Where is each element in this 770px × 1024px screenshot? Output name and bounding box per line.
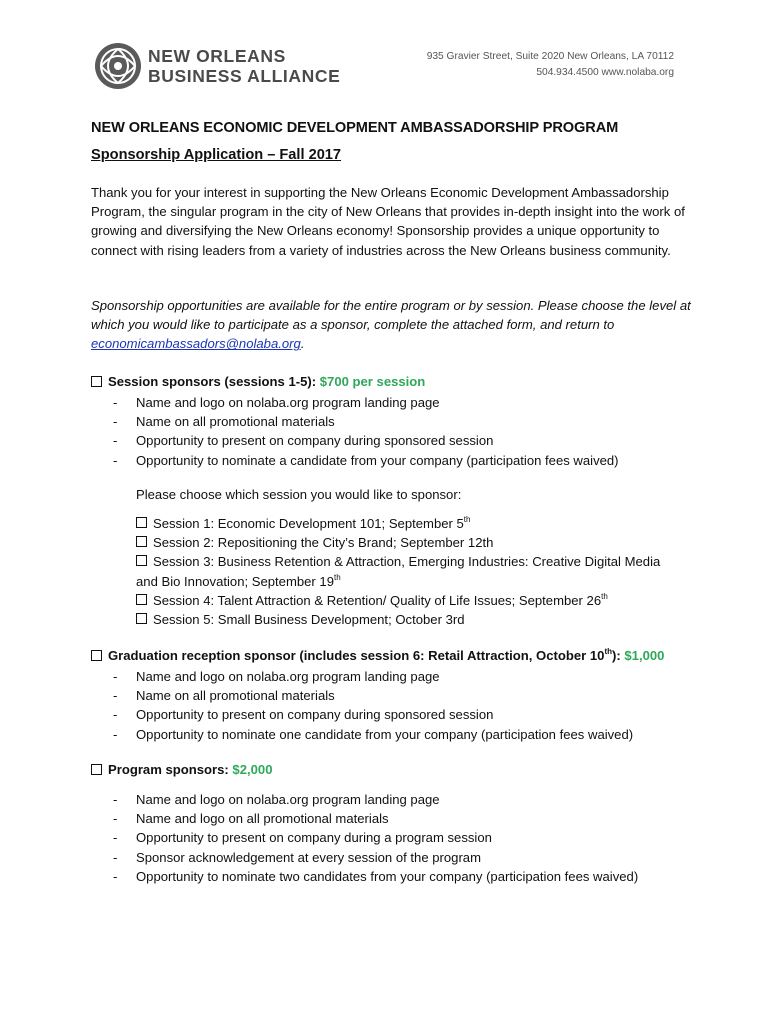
checkbox-icon[interactable] xyxy=(91,376,102,387)
address-line: 935 Gravier Street, Suite 2020 New Orleans, LA 70112 xyxy=(426,51,674,62)
list-item: - Name and logo on nolaba.org program landing page xyxy=(113,792,440,807)
list-item: - Name and logo on nolaba.org program landing page xyxy=(113,669,440,684)
logo-line-1: NEW ORLEANS xyxy=(148,46,286,66)
session-options xyxy=(136,514,676,629)
checkbox-icon[interactable] xyxy=(136,555,147,566)
list-item: - Name on all promotional materials xyxy=(113,414,335,430)
list-item: - Sponsor acknowledgement at every session of the program xyxy=(113,849,481,865)
email-link[interactable]: economicambassadors@nolaba.org xyxy=(91,336,301,352)
list-item: - Opportunity to nominate a candidate from your company (participation fees waived) xyxy=(113,452,619,468)
list-item: - Opportunity to nominate one candidate from your company (participation fees waived) xyxy=(113,726,634,742)
document-subtitle: Sponsorship Application – Fall 2017 xyxy=(91,147,342,163)
session-benefits-list xyxy=(113,393,619,470)
program-sponsors-option[interactable]: Program sponsors: $2,000 xyxy=(91,762,272,777)
checkbox-icon[interactable] xyxy=(136,536,147,547)
graduation-sponsor-option[interactable]: Graduation reception sponsor (includes session 6: Retail Attraction, October 10 th ): $1,000 xyxy=(91,648,664,663)
session-option-5[interactable]: Session 5: Small Business Development; October 3rd xyxy=(136,610,676,629)
instructions-paragraph: Sponsorship opportunities are available for the entire program or by session. Please choose the level at which you would like to participate as a sponsor, complete the attached form, and return to economicambassadors@nolaba.org. xyxy=(91,298,691,352)
session-sponsors-option[interactable]: Session sponsors (sessions 1-5): $700 per session xyxy=(91,374,425,389)
list-item: - Name on all promotional materials xyxy=(113,688,335,704)
checkbox-icon[interactable] xyxy=(136,517,147,528)
session-option-1[interactable]: Session 1: Economic Development 101; September 5th xyxy=(136,514,676,533)
organization-address xyxy=(427,49,674,81)
contact-line: 504.934.4500 www.nolaba.org xyxy=(536,67,674,78)
intro-paragraph: Thank you for your interest in supporting the New Orleans Economic Development Ambassadorship Program, the singular program in the city of New Orleans that provides in-depth insight into the work of growing and diversifying the New Orleans economy! Sponsorship provides a unique opportunity to connect with rising leaders from a variety of industries across the New Orleans business community. xyxy=(91,185,685,258)
checkbox-icon[interactable] xyxy=(136,613,147,624)
logo-emblem-icon xyxy=(93,41,143,91)
logo-line-2: BUSINESS ALLIANCE xyxy=(148,66,341,86)
list-item: - Opportunity to nominate two candidates from your company (participation fees waived) xyxy=(113,868,639,884)
session-choose-prompt: Please choose which session you would like to sponsor: xyxy=(136,487,462,502)
checkbox-icon[interactable] xyxy=(136,594,147,605)
checkbox-icon[interactable] xyxy=(91,764,102,775)
list-item: - Opportunity to present on company during sponsored session xyxy=(113,707,494,723)
list-item: - Name and logo on nolaba.org program landing page xyxy=(113,395,440,410)
session-option-3[interactable]: Session 3: Business Retention & Attraction, Emerging Industries: Creative Digital Media and Bio Innovation; September 19th xyxy=(136,554,661,589)
organization-logo xyxy=(93,41,340,91)
graduation-benefits-list xyxy=(113,667,633,744)
session-option-2[interactable]: Session 2: Repositioning the City’s Brand; September 12th xyxy=(136,533,676,552)
list-item: - Name and logo on all promotional materials xyxy=(113,811,389,827)
session-option-4[interactable]: Session 4: Talent Attraction & Retention/ Quality of Life Issues; September 26th xyxy=(136,591,676,610)
checkbox-icon[interactable] xyxy=(91,650,102,661)
program-benefits-list xyxy=(113,790,638,886)
list-item: - Opportunity to present on company during sponsored session xyxy=(113,433,494,449)
list-item: - Opportunity to present on company during a program session xyxy=(113,830,492,846)
document-title: NEW ORLEANS ECONOMIC DEVELOPMENT AMBASSADORSHIP PROGRAM xyxy=(91,120,619,136)
